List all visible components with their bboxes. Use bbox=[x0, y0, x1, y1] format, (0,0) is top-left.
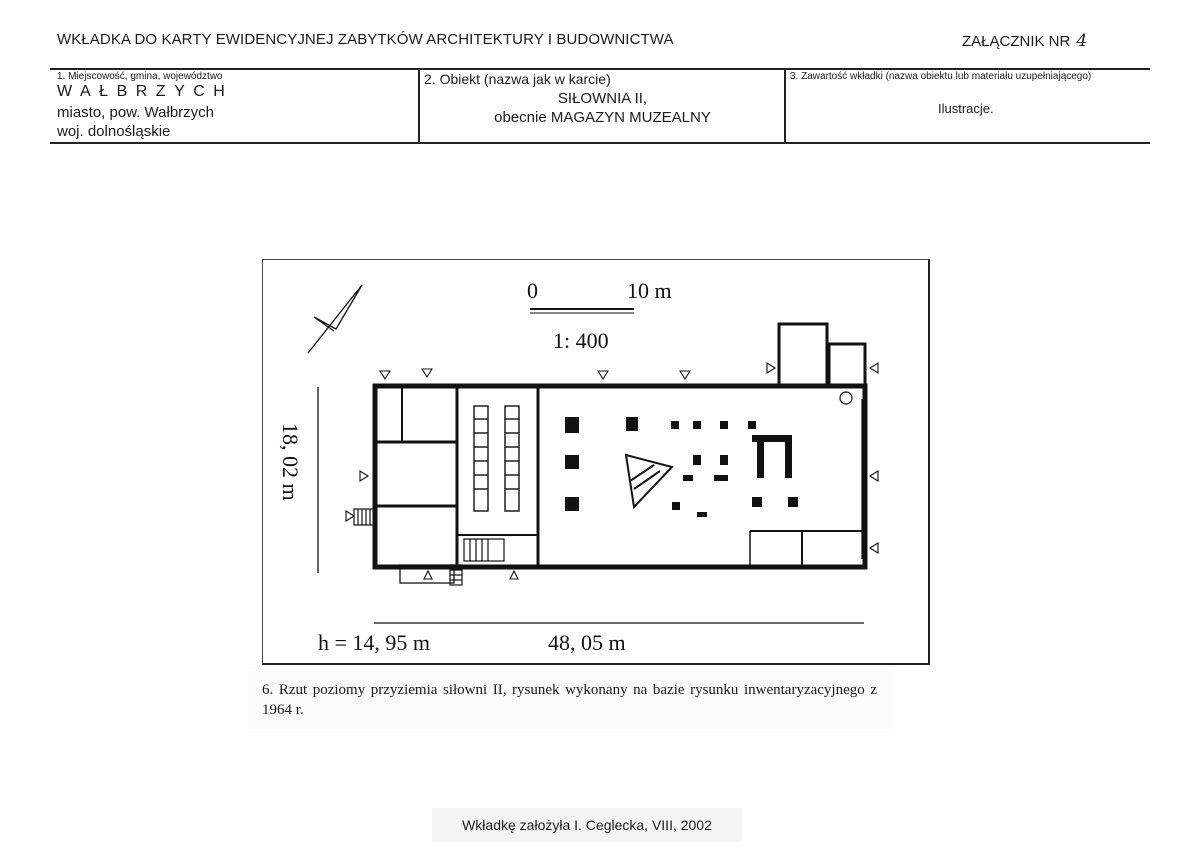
location-city: WAŁBRZYCH bbox=[57, 83, 234, 100]
document-title: WKŁADKA DO KARTY EWIDENCYJNEJ ZABYTKÓW ARCHITEKTURY I BUDOWNICTWA bbox=[57, 31, 674, 48]
height-dimension-label: 18, 02 m bbox=[278, 423, 303, 501]
content-field-label: 3. Zawartość wkładki (nazwa obiektu lub materiału uzupełniającego) bbox=[790, 71, 1092, 82]
annex-label bbox=[962, 31, 1087, 51]
scale-ratio-label: 1: 400 bbox=[553, 328, 609, 353]
location-voivodeship: woj. dolnośląskie bbox=[57, 123, 171, 140]
scale-bar bbox=[527, 278, 672, 353]
h-label: h = 14, 95 m bbox=[318, 630, 431, 655]
figure-caption: 6. Rzut poziomy przyziemia siłowni II, rysunek wykonany na bazie rysunku inwentaryzacyjnego z 1964 r. bbox=[262, 682, 877, 718]
location-county: miasto, pow. Wałbrzych bbox=[57, 104, 214, 121]
length-dimension-label: 48, 05 m bbox=[548, 630, 626, 655]
length-dimension bbox=[318, 623, 864, 655]
staircases bbox=[354, 392, 852, 585]
entrance-markers bbox=[346, 363, 878, 579]
diagonal-shaft bbox=[626, 455, 672, 507]
scale-zero-label: 0 bbox=[527, 278, 538, 303]
annex-number: 4 bbox=[1076, 31, 1088, 51]
scale-ten-label: 10 m bbox=[627, 278, 672, 303]
columns bbox=[565, 417, 798, 517]
north-arrow bbox=[308, 285, 362, 353]
footer-author: Wkładkę założyła I. Ceglecka, VIII, 2002 bbox=[462, 817, 712, 833]
form-top-border bbox=[50, 68, 1150, 70]
floor-plan-drawing bbox=[262, 259, 930, 665]
annex-label-text: ZAŁĄCZNIK NR bbox=[962, 33, 1071, 50]
height-dimension bbox=[278, 387, 318, 573]
location-field-label: 1. Miejscowość, gmina, województwo bbox=[57, 71, 223, 82]
object-name-line2: obecnie MAGAZYN MUZEALNY bbox=[494, 109, 711, 126]
content-value: Ilustracje. bbox=[938, 101, 994, 116]
form-bottom-border bbox=[50, 142, 1150, 144]
object-name-line1: SIŁOWNIA II, bbox=[557, 90, 648, 107]
object-field-label: 2. Obiekt (nazwa jak w karcie) bbox=[424, 71, 611, 87]
machine-beds bbox=[474, 406, 519, 511]
